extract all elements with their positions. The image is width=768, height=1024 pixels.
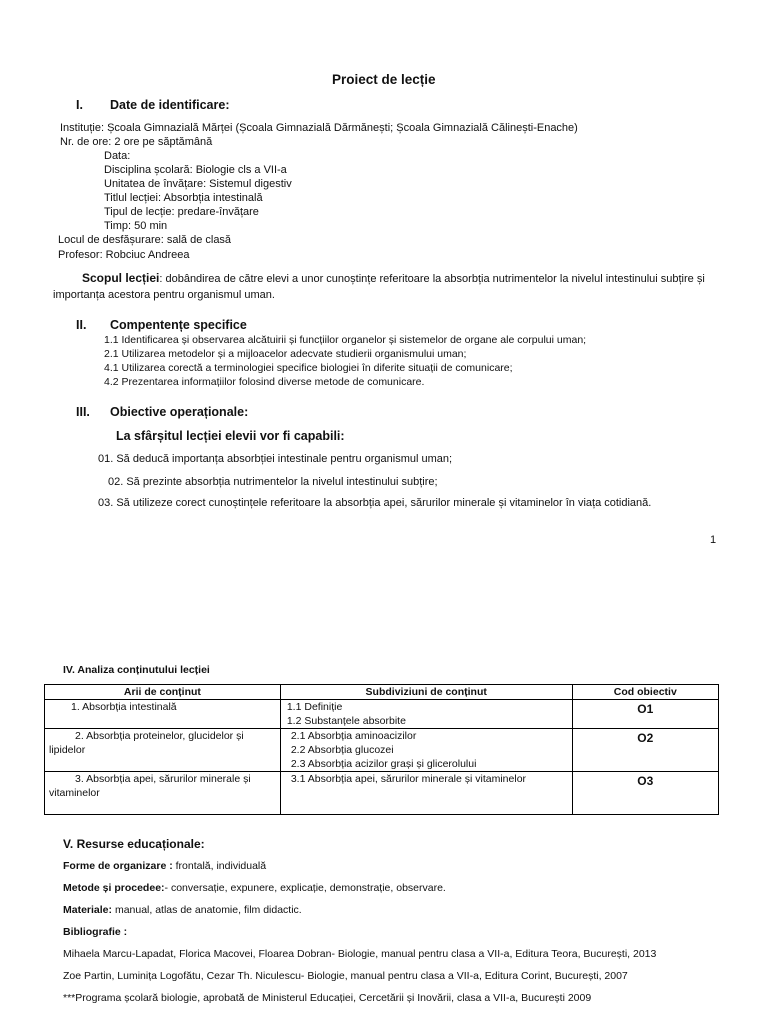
methods-label: Metode și procedee: (63, 882, 165, 894)
area-text: vitaminelor (49, 787, 100, 799)
column-header: Cod obiectiv (572, 685, 718, 700)
subdivision-text: 1.1 Definiție (286, 701, 343, 713)
subdivision-cell (280, 700, 572, 729)
materials-label: Materiale: (63, 904, 113, 916)
subdivision-text: 2.1 Absorbția aminoacizilor (290, 730, 417, 742)
hours-line: Nr. de ore: 2 ore pe săptămână (60, 136, 213, 148)
teacher-line: Profesor: Robciuc Andreea (58, 249, 190, 261)
subdivision-cell (280, 729, 572, 772)
forms-text: frontală, individuală (172, 860, 267, 872)
section1-numeral: I. (76, 98, 83, 112)
bibliography-label: Bibliografie : (63, 926, 128, 938)
subdivision-text: 3.1 Absorbția apei, sărurilor minerale și vitaminelor (290, 773, 527, 785)
lesson-type-line: Tipul de lecție: predare-învățare (104, 206, 259, 218)
content-analysis-table (44, 684, 719, 815)
area-text: 2. Absorbția proteinelor, glucidelor și (75, 730, 244, 742)
section2-numeral: II. (76, 318, 87, 332)
scope-text-line1: : dobândirea de către elevi a unor cunoștințe referitoare la absorbția nutrimentelor la nivelul intestinului subțire și (159, 273, 705, 285)
materials-line (63, 904, 302, 916)
section1-heading: Date de identificare: (110, 98, 230, 112)
code-cell (572, 772, 718, 815)
date-line: Data: (104, 150, 131, 162)
area-text: 3. Absorbția apei, sărurilor minerale și (75, 773, 251, 785)
subdivision-text: 2.2 Absorbția glucozei (290, 744, 394, 756)
competence-item: 4.1 Utilizarea corectă a terminologiei specifice biologiei în diferite situații de comunicare; (104, 362, 513, 374)
section3-subheading: La sfârșitul lecției elevii vor fi capabili: (116, 429, 345, 443)
forms-line (63, 860, 266, 872)
location-line: Locul de desfășurare: sală de clasă (58, 234, 232, 246)
objective-code: O2 (637, 731, 654, 745)
scope-label: Scopul lecției (82, 271, 160, 285)
discipline-line: Disciplina școlară: Biologie cls a VII-a (104, 164, 287, 176)
code-cell (572, 700, 718, 729)
methods-text: - conversație, expunere, explicație, demonstrație, observare. (164, 882, 446, 894)
bibliography-item: ***Programa școlară biologie, aprobată de Ministerul Educației, Cercetării și Inovării, clasa a VII-a, București 2009 (63, 992, 592, 1004)
subdivision-text: 1.2 Substanțele absorbite (286, 715, 406, 727)
objective-code: O3 (637, 774, 654, 788)
competence-item: 1.1 Identificarea și observarea alcătuirii și funcțiilor organelor și sistemelor de organe ale corpului uman; (104, 334, 587, 346)
area-cell (45, 729, 281, 772)
section4-heading: IV. Analiza conținutului lecției (63, 664, 210, 676)
area-text: lipidelor (49, 744, 86, 756)
unit-line: Unitatea de învățare: Sistemul digestiv (104, 178, 292, 190)
section3-numeral: III. (76, 405, 90, 419)
forms-label: Forme de organizare : (63, 860, 173, 872)
bibliography-item: Zoe Partin, Luminița Logofătu, Cezar Th. Niculescu- Biologie, manual pentru clasa a VII-a, Editura Corint, București, 2007 (63, 970, 628, 982)
column-header: Subdiviziuni de conținut (280, 685, 572, 700)
bibliography-item: Mihaela Marcu-Lapadat, Florica Macovei, Floarea Dobran- Biologie, manual pentru clasa a VII-a, Editura Teora, București, 2013 (63, 948, 657, 960)
table-row (45, 772, 719, 815)
institution-line: Instituție: Școala Gimnazială Mărței (Școala Gimnazială Dărmănești; Școala Gimnazială Călinești-Enache) (60, 122, 578, 134)
objective-code: O1 (637, 702, 654, 716)
page-number: 1 (710, 534, 717, 546)
scope-paragraph (82, 271, 705, 285)
competence-item: 2.1 Utilizarea metodelor și a mijloacelor adecvate studierii organismului uman; (104, 348, 467, 360)
materials-text: manual, atlas de anatomie, film didactic. (112, 904, 302, 916)
code-cell (572, 729, 718, 772)
objective-item: 01. Să deducă importanța absorbției intestinale pentru organismul uman; (98, 453, 453, 465)
area-cell (45, 700, 281, 729)
page-title: Proiect de lecție (332, 72, 436, 87)
competence-item: 4.2 Prezentarea informațiilor folosind diverse metode de comunicare. (104, 376, 425, 388)
table-row (45, 700, 719, 729)
section2-heading: Compentențe specifice (110, 318, 247, 332)
section3-heading: Obiective operaționale: (110, 405, 249, 419)
table-row (45, 729, 719, 772)
section5-heading: V. Resurse educaționale: (63, 837, 205, 851)
area-cell (45, 772, 281, 815)
column-header: Arii de conținut (45, 685, 281, 700)
subdivision-cell (280, 772, 572, 815)
objective-item: 02. Să prezinte absorbția nutrimentelor la nivelul intestinului subțire; (108, 476, 438, 488)
objective-item: 03. Să utilizeze corect cunoștințele referitoare la absorbția apei, sărurilor minerale și vitaminelor în viața cotidiană. (98, 497, 652, 509)
scope-text-line2: importanța acestora pentru organismul uman. (53, 289, 275, 301)
methods-line (63, 882, 446, 894)
area-text: 1. Absorbția intestinală (71, 701, 177, 713)
time-line: Timp: 50 min (104, 220, 168, 232)
lesson-title-line: Titlul lecției: Absorbția intestinală (104, 192, 263, 204)
table-header-row (45, 685, 719, 700)
subdivision-text: 2.3 Absorbția acizilor grași și glicerolului (290, 758, 477, 770)
